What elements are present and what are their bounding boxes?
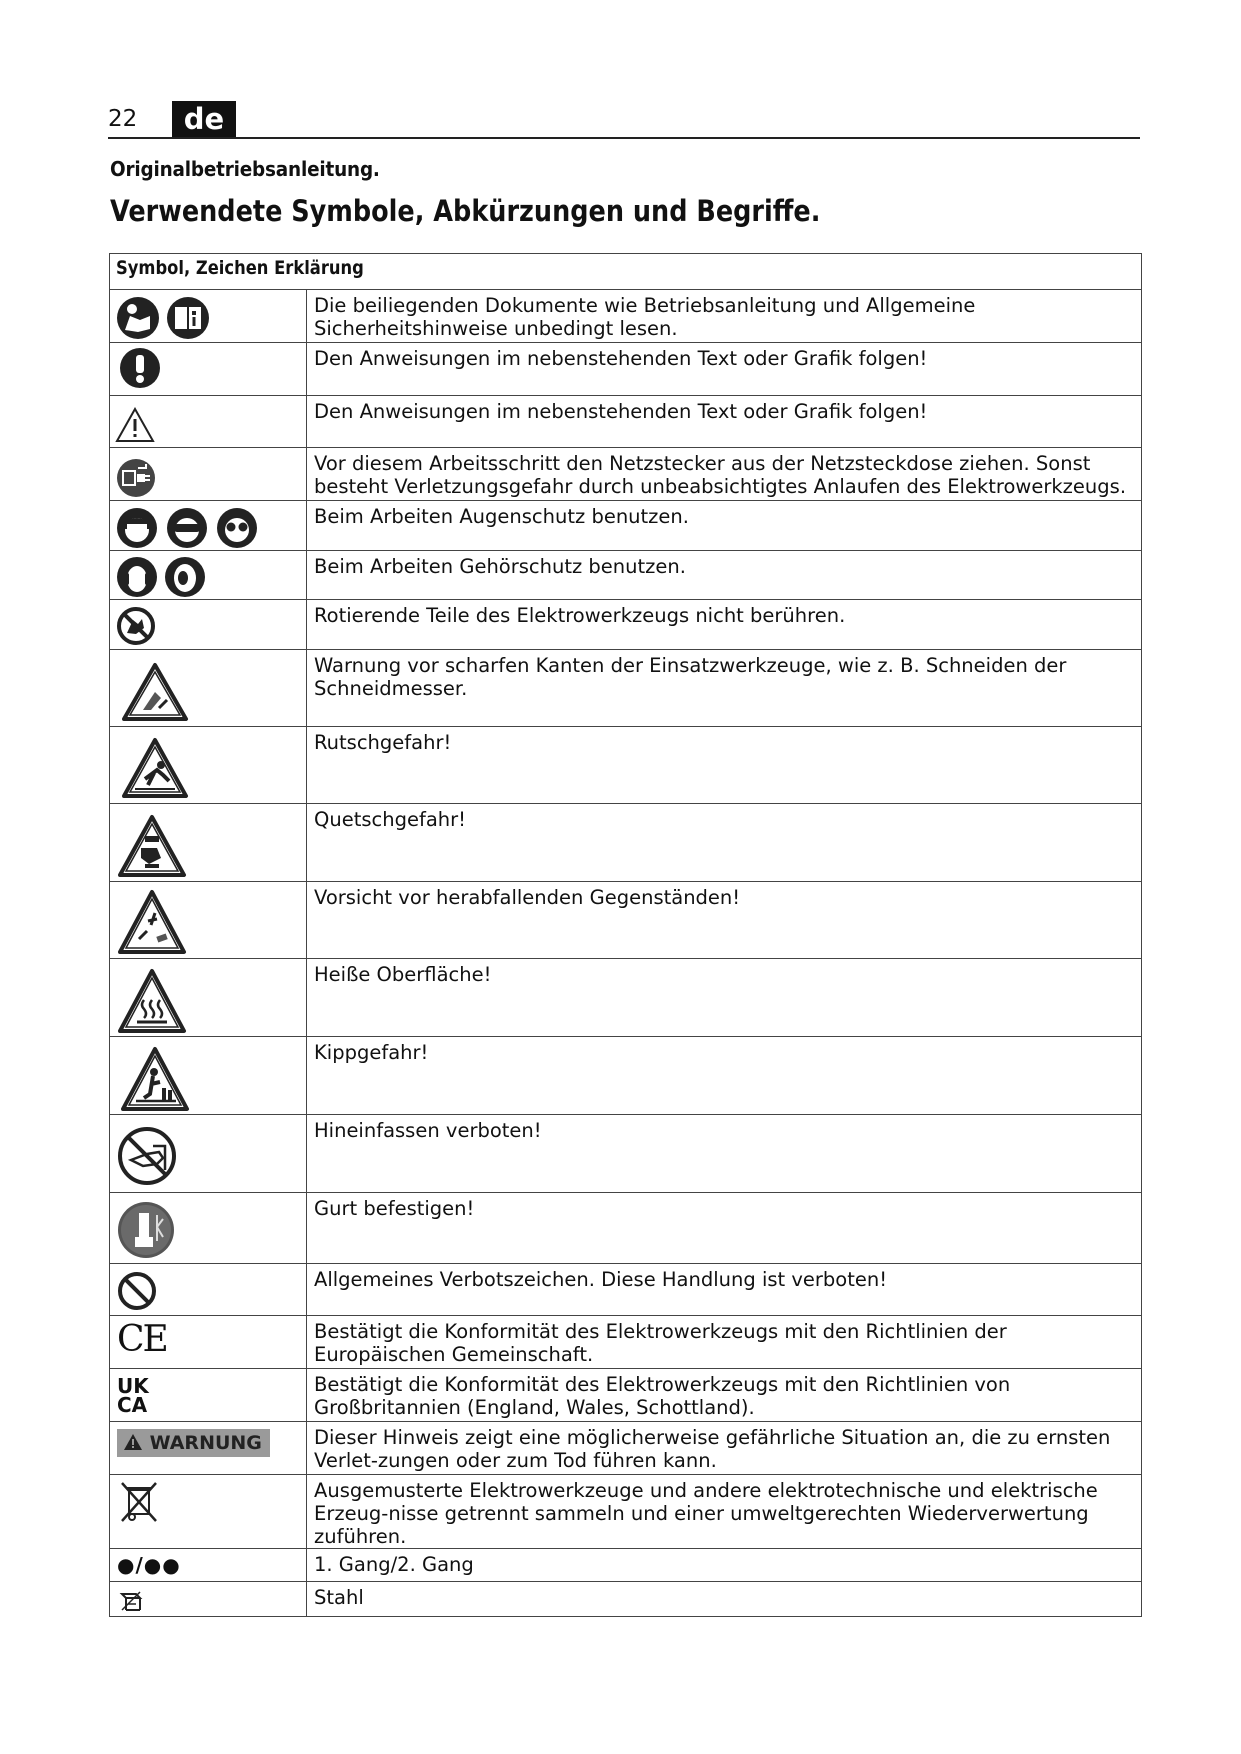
page-title: Verwendete Symbole, Abkürzungen und Begriffe. — [110, 194, 821, 228]
table-row — [110, 396, 1142, 448]
language-badge: de — [172, 101, 236, 138]
symbol-cell — [110, 959, 307, 1037]
symbol-cell — [110, 600, 307, 650]
symbol-cell — [110, 1422, 307, 1475]
table-header: Symbol, Zeichen Erklärung — [110, 254, 1142, 290]
ce-mark-label: CE — [117, 1319, 167, 1360]
symbol-table — [109, 253, 1142, 1617]
exclamation-circle-icon — [119, 347, 161, 389]
ukca-line-2: CA — [117, 1393, 148, 1417]
symbol-cell — [110, 882, 307, 959]
symbol-cell — [110, 727, 307, 804]
description-cell: Rutschgefahr! — [307, 727, 1142, 804]
description-cell: Gurt befestigen! — [307, 1193, 1142, 1264]
description-cell: Allgemeines Verbotszeichen. Diese Handlung ist verboten! — [307, 1264, 1142, 1316]
symbol-cell — [110, 551, 307, 600]
table-header-row — [110, 254, 1142, 290]
table-row — [110, 448, 1142, 501]
weee-bin-icon — [118, 1480, 160, 1524]
ce-mark-icon — [117, 1319, 167, 1360]
description-cell: Stahl — [307, 1582, 1142, 1617]
table-row — [110, 1475, 1142, 1549]
description-cell: Bestätigt die Konformität des Elektrowerkzeugs mit den Richtlinien der Europäischen Gemeinschaft. — [307, 1316, 1142, 1369]
description-cell: 1. Gang/2. Gang — [307, 1549, 1142, 1582]
eye-protection-icons — [116, 507, 258, 549]
description-cell: Dieser Hinweis zeigt eine möglicherweise gefährliche Situation an, die zu ernsten Verlet-zungen oder zum Tod führen kann. — [307, 1422, 1142, 1475]
table-row — [110, 290, 1142, 343]
description-cell: Hineinfassen verboten! — [307, 1115, 1142, 1193]
symbol-cell — [110, 1582, 307, 1617]
description-cell: Kippgefahr! — [307, 1037, 1142, 1115]
table-row — [110, 551, 1142, 600]
symbol-cell — [110, 396, 307, 448]
description-cell: Beim Arbeiten Augenschutz benutzen. — [307, 501, 1142, 551]
tipping-warning-icon — [120, 1046, 190, 1112]
description-cell: Quetschgefahr! — [307, 804, 1142, 882]
steel-icon — [118, 1588, 144, 1614]
table-row — [110, 1115, 1142, 1193]
description-cell: Vor diesem Arbeitsschritt den Netzstecker aus der Netzsteckdose ziehen. Sonst besteht Verletzungsgefahr durch unbeabsichtigtes Anlaufen des Elektrowerkzeugs. — [307, 448, 1142, 501]
table-row — [110, 650, 1142, 727]
earmuffs-icon — [116, 556, 158, 598]
goggles-icon — [166, 507, 208, 549]
table-row — [110, 343, 1142, 396]
symbol-cell — [110, 448, 307, 501]
header-rule — [108, 137, 1140, 139]
table-row — [110, 1037, 1142, 1115]
fasten-strap-icon — [117, 1201, 175, 1259]
table-row — [110, 727, 1142, 804]
symbol-cell — [110, 1037, 307, 1115]
read-manual-icon — [116, 296, 160, 340]
gear-dots-icon — [117, 1553, 181, 1577]
symbol-cell — [110, 501, 307, 551]
table-row — [110, 1549, 1142, 1582]
symbol-cell — [110, 1369, 307, 1422]
symbol-cell — [110, 650, 307, 727]
symbol-cell — [110, 1316, 307, 1369]
crush-warning-icon — [117, 814, 187, 878]
description-cell: Den Anweisungen im nebenstehenden Text oder Grafik folgen! — [307, 343, 1142, 396]
table-row — [110, 1582, 1142, 1617]
symbol-cell — [110, 343, 307, 396]
symbol-cell — [110, 804, 307, 882]
ukca-mark-icon — [117, 1374, 149, 1417]
table-row — [110, 804, 1142, 882]
hot-surface-warning-icon — [117, 968, 187, 1034]
unplug-icon — [116, 458, 156, 498]
description-cell: Rotierende Teile des Elektrowerkzeugs nicht berühren. — [307, 600, 1142, 650]
symbol-cell — [110, 1549, 307, 1582]
prohibition-icon — [117, 1271, 157, 1311]
symbol-cell — [110, 1264, 307, 1316]
description-cell: Ausgemusterte Elektrowerkzeuge und andere elektrotechnische und elektrische Erzeug-nisse getrennt sammeln und einer umweltgerechten Wiederverwertung zuführen. — [307, 1475, 1142, 1549]
description-cell: Bestätigt die Konformität des Elektrowerkzeugs mit den Richtlinien von Großbritannien (England, Wales, Schottland). — [307, 1369, 1142, 1422]
safety-glasses-icon — [216, 507, 258, 549]
warning-badge — [117, 1429, 270, 1457]
description-cell: Den Anweisungen im nebenstehenden Text oder Grafik folgen! — [307, 396, 1142, 448]
description-cell: Heiße Oberfläche! — [307, 959, 1142, 1037]
document-subtitle: Originalbetriebsanleitung. — [110, 157, 380, 181]
read-manual-icons — [116, 296, 210, 340]
table-row — [110, 1193, 1142, 1264]
warning-badge-label: WARNUNG — [117, 1429, 270, 1457]
symbol-cell — [110, 1193, 307, 1264]
info-manual-icon — [166, 296, 210, 340]
warning-triangle-icon — [115, 407, 155, 443]
no-reaching-in-icon — [117, 1126, 177, 1186]
slip-warning-icon — [121, 737, 189, 799]
gear-dots-label: ●/●● — [117, 1553, 181, 1577]
description-cell: Die beiliegenden Dokumente wie Betriebsanleitung und Allgemeine Sicherheitshinweise unbedingt lesen. — [307, 290, 1142, 343]
table-row — [110, 1422, 1142, 1475]
sharp-edges-warning-icon — [121, 662, 189, 722]
table-row — [110, 882, 1142, 959]
symbol-cell — [110, 290, 307, 343]
falling-objects-warning-icon — [117, 889, 187, 955]
table-row — [110, 600, 1142, 650]
ukca-line-1: UK — [117, 1374, 149, 1398]
table-row — [110, 959, 1142, 1037]
symbol-cell — [110, 1115, 307, 1193]
page-number: 22 — [108, 106, 138, 132]
description-cell: Warnung vor scharfen Kanten der Einsatzwerkzeuge, wie z. B. Schneiden der Schneidmesser. — [307, 650, 1142, 727]
no-touch-rotating-icon — [116, 606, 156, 646]
table-row — [110, 1316, 1142, 1369]
warning-small-icon — [123, 1433, 143, 1451]
description-cell: Beim Arbeiten Gehörschutz benutzen. — [307, 551, 1142, 600]
description-cell: Vorsicht vor herabfallenden Gegenständen! — [307, 882, 1142, 959]
ear-plugs-icon — [164, 556, 206, 598]
table-row — [110, 1369, 1142, 1422]
hearing-protection-icons — [116, 556, 206, 598]
table-row — [110, 501, 1142, 551]
face-shield-icon — [116, 507, 158, 549]
symbol-cell — [110, 1475, 307, 1549]
table-row — [110, 1264, 1142, 1316]
